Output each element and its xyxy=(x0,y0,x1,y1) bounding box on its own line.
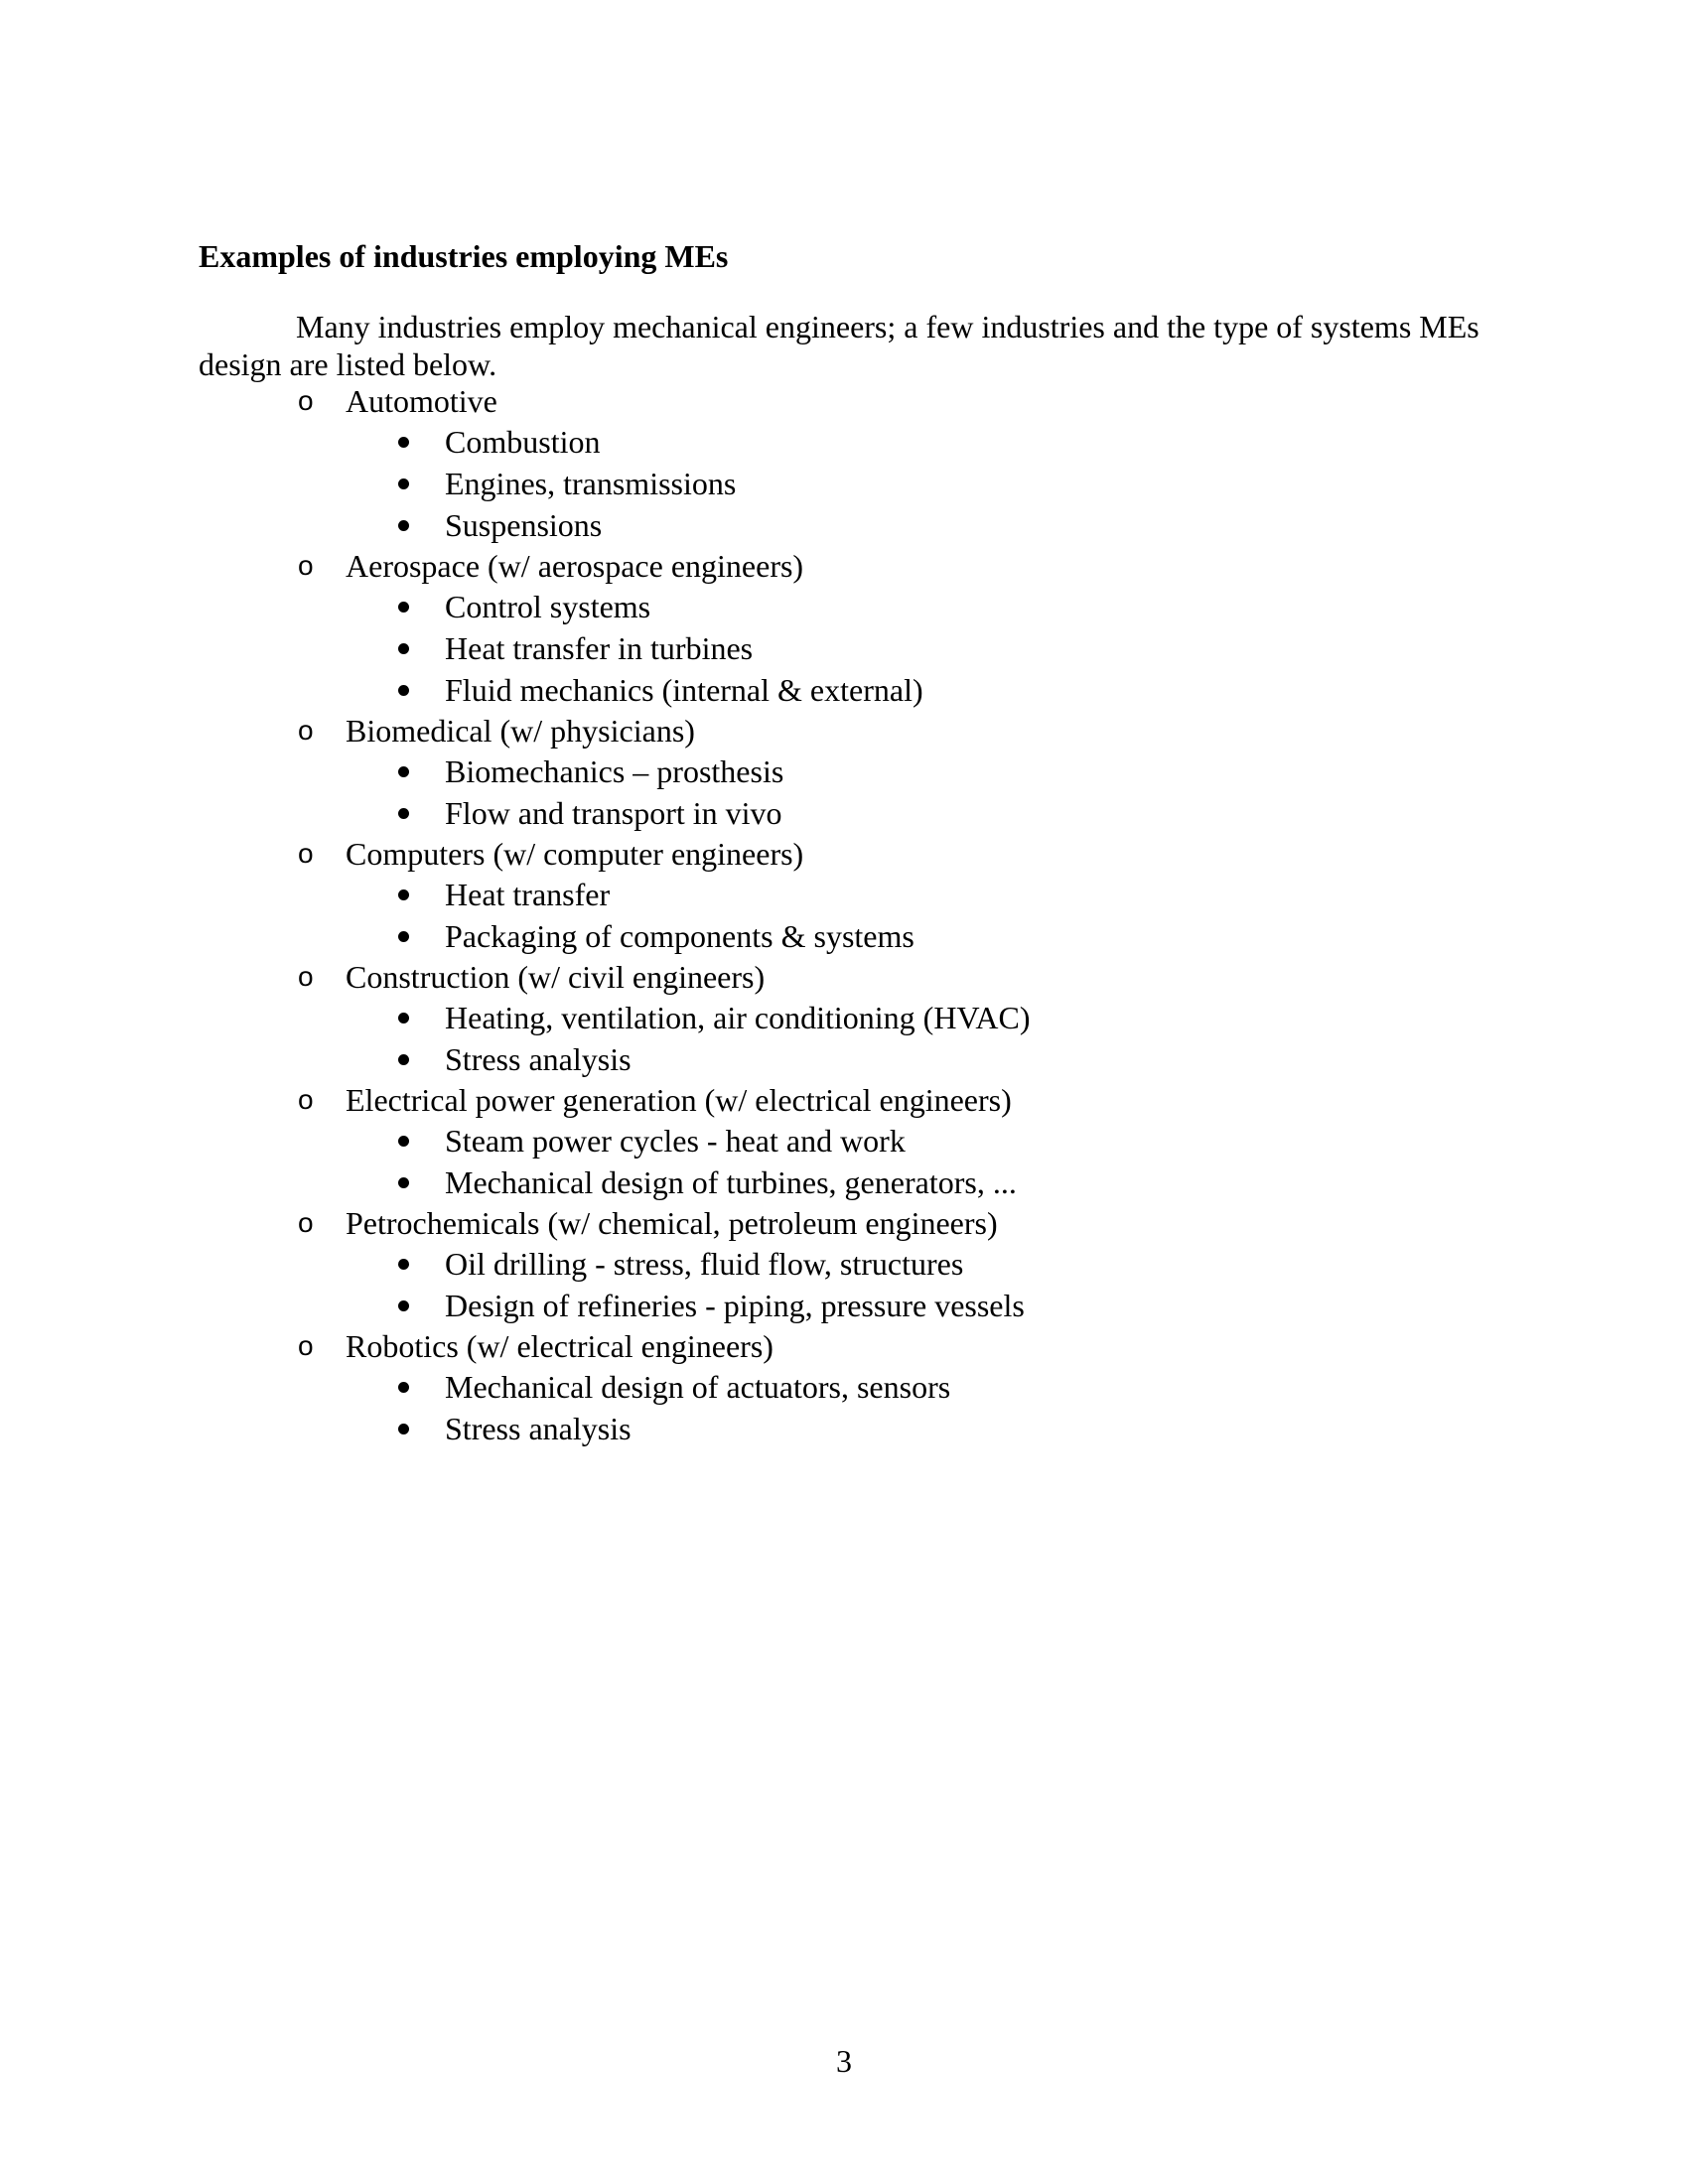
system-item xyxy=(0,1120,1688,1161)
industry-item xyxy=(0,1080,1688,1203)
system-item xyxy=(0,1366,1688,1408)
system-list xyxy=(0,751,1688,834)
bullet-dot-icon xyxy=(398,1382,409,1393)
industry-item xyxy=(0,1326,1688,1449)
industry-row xyxy=(0,381,1688,421)
system-item xyxy=(0,792,1688,834)
system-item xyxy=(0,504,1688,546)
industry-label: Petrochemicals (w/ chemical, petroleum engineers) xyxy=(346,1205,998,1241)
bullet-dot-icon xyxy=(398,931,409,942)
system-item xyxy=(0,627,1688,669)
system-item xyxy=(0,1038,1688,1080)
system-label: Packaging of components & systems xyxy=(445,918,914,954)
page-number: 3 xyxy=(836,2043,852,2079)
bullet-dot-icon xyxy=(398,808,409,819)
bullet-dot-icon xyxy=(398,478,409,489)
industry-list xyxy=(0,381,1688,1449)
system-label: Design of refineries - piping, pressure vessels xyxy=(445,1288,1025,1323)
system-item xyxy=(0,997,1688,1038)
system-list xyxy=(0,1243,1688,1326)
system-item xyxy=(0,1285,1688,1326)
bullet-dot-icon xyxy=(398,1424,409,1434)
system-item xyxy=(0,915,1688,957)
industry-item xyxy=(0,834,1688,957)
circle-bullet-icon: o xyxy=(298,1330,314,1361)
circle-bullet-icon: o xyxy=(298,715,314,746)
bullet-dot-icon xyxy=(398,1259,409,1270)
intro-paragraph xyxy=(199,308,1489,383)
system-item xyxy=(0,669,1688,711)
industry-row xyxy=(0,711,1688,751)
bullet-dot-icon xyxy=(398,602,409,613)
system-item xyxy=(0,874,1688,915)
system-item xyxy=(0,1161,1688,1203)
industry-item xyxy=(0,546,1688,711)
industry-row xyxy=(0,546,1688,586)
bullet-dot-icon xyxy=(398,1054,409,1065)
system-label: Heat transfer in turbines xyxy=(445,630,754,666)
system-label: Steam power cycles - heat and work xyxy=(445,1123,906,1159)
system-item xyxy=(0,586,1688,627)
system-label: Combustion xyxy=(445,424,601,460)
bullet-dot-icon xyxy=(398,1136,409,1147)
industry-row xyxy=(0,1326,1688,1366)
industry-item xyxy=(0,381,1688,546)
industry-item xyxy=(0,957,1688,1080)
system-item xyxy=(0,1408,1688,1449)
bullet-dot-icon xyxy=(398,1300,409,1311)
industry-row xyxy=(0,834,1688,874)
system-label: Biomechanics – prosthesis xyxy=(445,753,784,789)
system-list xyxy=(0,997,1688,1080)
circle-bullet-icon: o xyxy=(298,838,314,869)
system-label: Heat transfer xyxy=(445,877,611,912)
system-item xyxy=(0,421,1688,463)
bullet-dot-icon xyxy=(398,437,409,448)
system-label: Mechanical design of actuators, sensors xyxy=(445,1369,951,1405)
system-label: Mechanical design of turbines, generators, ... xyxy=(445,1164,1017,1200)
industry-item xyxy=(0,711,1688,834)
industry-row xyxy=(0,1203,1688,1243)
industry-label: Electrical power generation (w/ electrical engineers) xyxy=(346,1082,1012,1118)
bullet-dot-icon xyxy=(398,685,409,696)
bullet-dot-icon xyxy=(398,766,409,777)
system-label: Suspensions xyxy=(445,507,603,543)
bullet-dot-icon xyxy=(398,643,409,654)
bullet-dot-icon xyxy=(398,520,409,531)
system-label: Stress analysis xyxy=(445,1041,632,1077)
industry-label: Biomedical (w/ physicians) xyxy=(346,713,695,749)
section-heading: Examples of industries employing MEs xyxy=(199,238,729,274)
bullet-dot-icon xyxy=(398,1177,409,1188)
system-label: Heating, ventilation, air conditioning (HVAC) xyxy=(445,1000,1031,1035)
bullet-dot-icon xyxy=(398,1013,409,1024)
industry-row xyxy=(0,957,1688,997)
system-label: Flow and transport in vivo xyxy=(445,795,782,831)
circle-bullet-icon: o xyxy=(298,385,314,416)
system-item xyxy=(0,463,1688,504)
industry-label: Robotics (w/ electrical engineers) xyxy=(346,1328,774,1364)
system-item xyxy=(0,1243,1688,1285)
industry-label: Construction (w/ civil engineers) xyxy=(346,959,766,995)
system-label: Oil drilling - stress, fluid flow, structures xyxy=(445,1246,964,1282)
system-label: Engines, transmissions xyxy=(445,466,737,501)
industry-label: Aerospace (w/ aerospace engineers) xyxy=(346,548,804,584)
system-label: Fluid mechanics (internal & external) xyxy=(445,672,923,708)
system-list xyxy=(0,586,1688,711)
circle-bullet-icon: o xyxy=(298,550,314,581)
circle-bullet-icon: o xyxy=(298,1084,314,1115)
bullet-dot-icon xyxy=(398,889,409,900)
intro-text: Many industries employ mechanical engineers; a few industries and the type of systems MEs design are listed below. xyxy=(199,309,1479,382)
system-label: Stress analysis xyxy=(445,1411,632,1446)
system-list xyxy=(0,421,1688,546)
industry-label: Automotive xyxy=(346,383,497,419)
system-item xyxy=(0,751,1688,792)
system-label: Control systems xyxy=(445,589,651,624)
circle-bullet-icon: o xyxy=(298,961,314,992)
system-list xyxy=(0,1120,1688,1203)
system-list xyxy=(0,874,1688,957)
industry-label: Computers (w/ computer engineers) xyxy=(346,836,804,872)
circle-bullet-icon: o xyxy=(298,1207,314,1238)
industry-row xyxy=(0,1080,1688,1120)
industry-item xyxy=(0,1203,1688,1326)
system-list xyxy=(0,1366,1688,1449)
